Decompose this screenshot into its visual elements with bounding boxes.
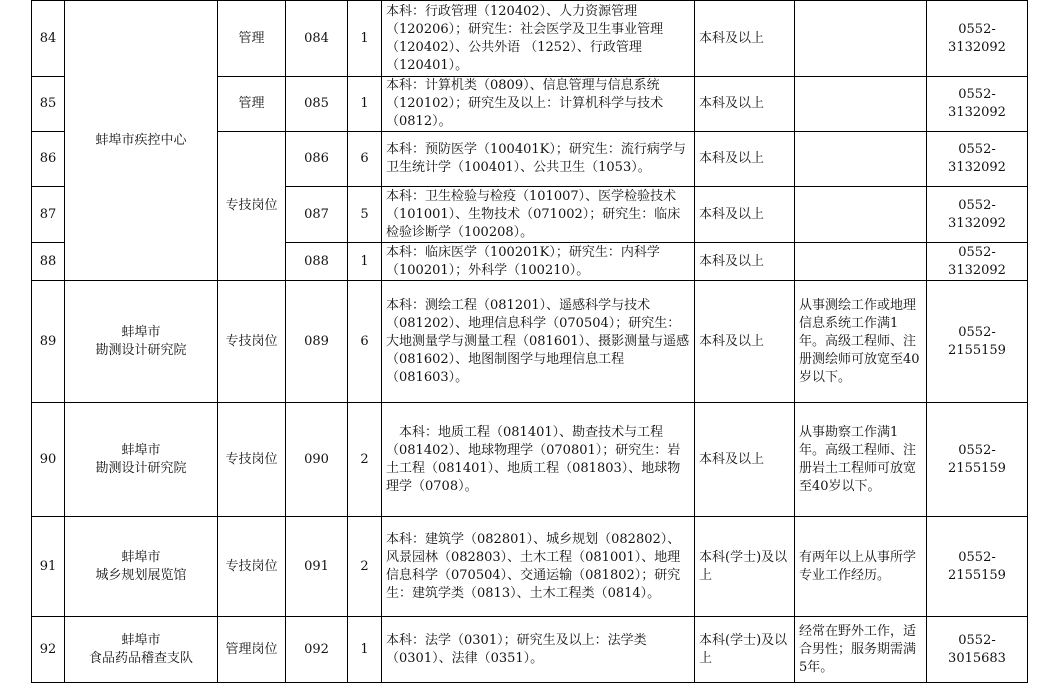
education-cell: 本科及以上 — [695, 132, 795, 187]
seq-cell: 87 — [32, 187, 65, 243]
count-cell: 1 — [348, 77, 382, 132]
seq-cell: 92 — [32, 617, 65, 683]
unit-cell: 蚌埠市疾控中心 — [65, 1, 218, 281]
seq-cell: 90 — [32, 403, 65, 517]
seq-cell: 85 — [32, 77, 65, 132]
major-cell: 本科：建筑学（082801）、城乡规划（082802）、风景园林（082803）、土木工程（081001）、地理信息科学（070504）、交通运输（081802）；研究生：建筑学类（0813）、土木工程类（0814）。 — [382, 517, 695, 617]
major-cell: 本科：行政管理（120402）、人力资源管理（120206）；研究生：社会医学及卫生事业管理（120402）、公共外语 （1252）、行政管理（120401）。 — [382, 1, 695, 77]
other-cell: 从事测绘工作或地理信息系统工作满1年。高级工程师、注册测绘师可放宽至40岁以下。 — [795, 281, 927, 403]
education-cell: 本科及以上 — [695, 77, 795, 132]
phone-cell: 0552-3132092 — [927, 1, 1028, 77]
unit-cell: 蚌埠市 勘测设计研究院 — [65, 281, 218, 403]
education-cell: 本科及以上 — [695, 187, 795, 243]
major-cell: 本科：卫生检验与检疫（101007）、医学检验技术（101001）、生物技术（071002）；研究生：临床检验诊断学（100208）。 — [382, 187, 695, 243]
phone-cell: 0552-3015683 — [927, 617, 1028, 683]
education-cell: 本科及以上 — [695, 403, 795, 517]
phone-cell: 0552-3132092 — [927, 132, 1028, 187]
count-cell: 2 — [348, 403, 382, 517]
post-code-cell: 085 — [286, 77, 348, 132]
phone-cell: 0552-2155159 — [927, 281, 1028, 403]
count-cell: 2 — [348, 517, 382, 617]
post-type-cell: 管理岗位 — [218, 617, 286, 683]
major-cell: 本科：临床医学（100201K）；研究生：内科学（100201）；外科学（100210）。 — [382, 243, 695, 281]
phone-cell: 0552-2155159 — [927, 403, 1028, 517]
table-row — [32, 403, 1028, 517]
post-code-cell: 090 — [286, 403, 348, 517]
unit-cell: 蚌埠市 食品药品稽查支队 — [65, 617, 218, 683]
phone-cell: 0552-3132092 — [927, 77, 1028, 132]
post-type-cell: 管理 — [218, 1, 286, 77]
count-cell: 5 — [348, 187, 382, 243]
post-code-cell: 092 — [286, 617, 348, 683]
table-row — [32, 617, 1028, 683]
post-code-cell: 089 — [286, 281, 348, 403]
table-row — [32, 1, 1028, 77]
major-cell: 本科：测绘工程（081201）、遥感科学与技术（081202）、地理信息科学（070504）；研究生：大地测量学与测量工程（081601）、摄影测量与遥感（081602）、地图制图学与地理信息工程（081603）。 — [382, 281, 695, 403]
count-cell: 6 — [348, 281, 382, 403]
count-cell: 1 — [348, 617, 382, 683]
phone-cell: 0552-2155159 — [927, 517, 1028, 617]
table-row — [32, 281, 1028, 403]
seq-cell: 86 — [32, 132, 65, 187]
seq-cell: 89 — [32, 281, 65, 403]
seq-cell: 88 — [32, 243, 65, 281]
other-cell: 有两年以上从事所学专业工作经历。 — [795, 517, 927, 617]
major-cell: 本科：计算机类（0809）、信息管理与信息系统（120102）；研究生及以上：计算机科学与技术（0812）。 — [382, 77, 695, 132]
phone-cell: 0552-3132092 — [927, 187, 1028, 243]
count-cell: 1 — [348, 243, 382, 281]
post-type-cell: 管理 — [218, 77, 286, 132]
other-cell: 经常在野外工作，适合男性；服务期需满5年。 — [795, 617, 927, 683]
post-code-cell: 088 — [286, 243, 348, 281]
other-cell — [795, 187, 927, 243]
post-type-cell: 专技岗位 — [218, 281, 286, 403]
education-cell: 本科(学士)及以上 — [695, 517, 795, 617]
post-type-cell: 专技岗位 — [218, 517, 286, 617]
recruitment-table — [31, 0, 1028, 683]
other-cell: 从事勘察工作满1年。高级工程师、注册岩土工程师可放宽至40岁以下。 — [795, 403, 927, 517]
count-cell: 6 — [348, 132, 382, 187]
count-cell: 1 — [348, 1, 382, 77]
post-code-cell: 086 — [286, 132, 348, 187]
table-row — [32, 517, 1028, 617]
seq-cell: 91 — [32, 517, 65, 617]
education-cell: 本科及以上 — [695, 281, 795, 403]
post-code-cell: 087 — [286, 187, 348, 243]
other-cell — [795, 132, 927, 187]
other-cell — [795, 77, 927, 132]
other-cell — [795, 243, 927, 281]
post-type-cell: 专技岗位 — [218, 132, 286, 281]
post-type-cell: 专技岗位 — [218, 403, 286, 517]
phone-cell: 0552-3132092 — [927, 243, 1028, 281]
post-code-cell: 091 — [286, 517, 348, 617]
seq-cell: 84 — [32, 1, 65, 77]
other-cell — [795, 1, 927, 77]
education-cell: 本科及以上 — [695, 1, 795, 77]
post-code-cell: 084 — [286, 1, 348, 77]
unit-cell: 蚌埠市 城乡规划展览馆 — [65, 517, 218, 617]
major-cell: 本科：法学（0301）；研究生及以上：法学类（0301）、法律（0351）。 — [382, 617, 695, 683]
education-cell: 本科(学士)及以上 — [695, 617, 795, 683]
education-cell: 本科及以上 — [695, 243, 795, 281]
unit-cell: 蚌埠市 勘测设计研究院 — [65, 403, 218, 517]
major-cell: 本科：地质工程（081401）、勘查技术与工程（081402）、地球物理学（070801）；研究生：岩土工程（081401）、地质工程（081803）、地球物理学（0708）。 — [382, 403, 695, 517]
major-cell: 本科：预防医学（100401K）；研究生：流行病学与卫生统计学（100401）、公共卫生（1053）。 — [382, 132, 695, 187]
